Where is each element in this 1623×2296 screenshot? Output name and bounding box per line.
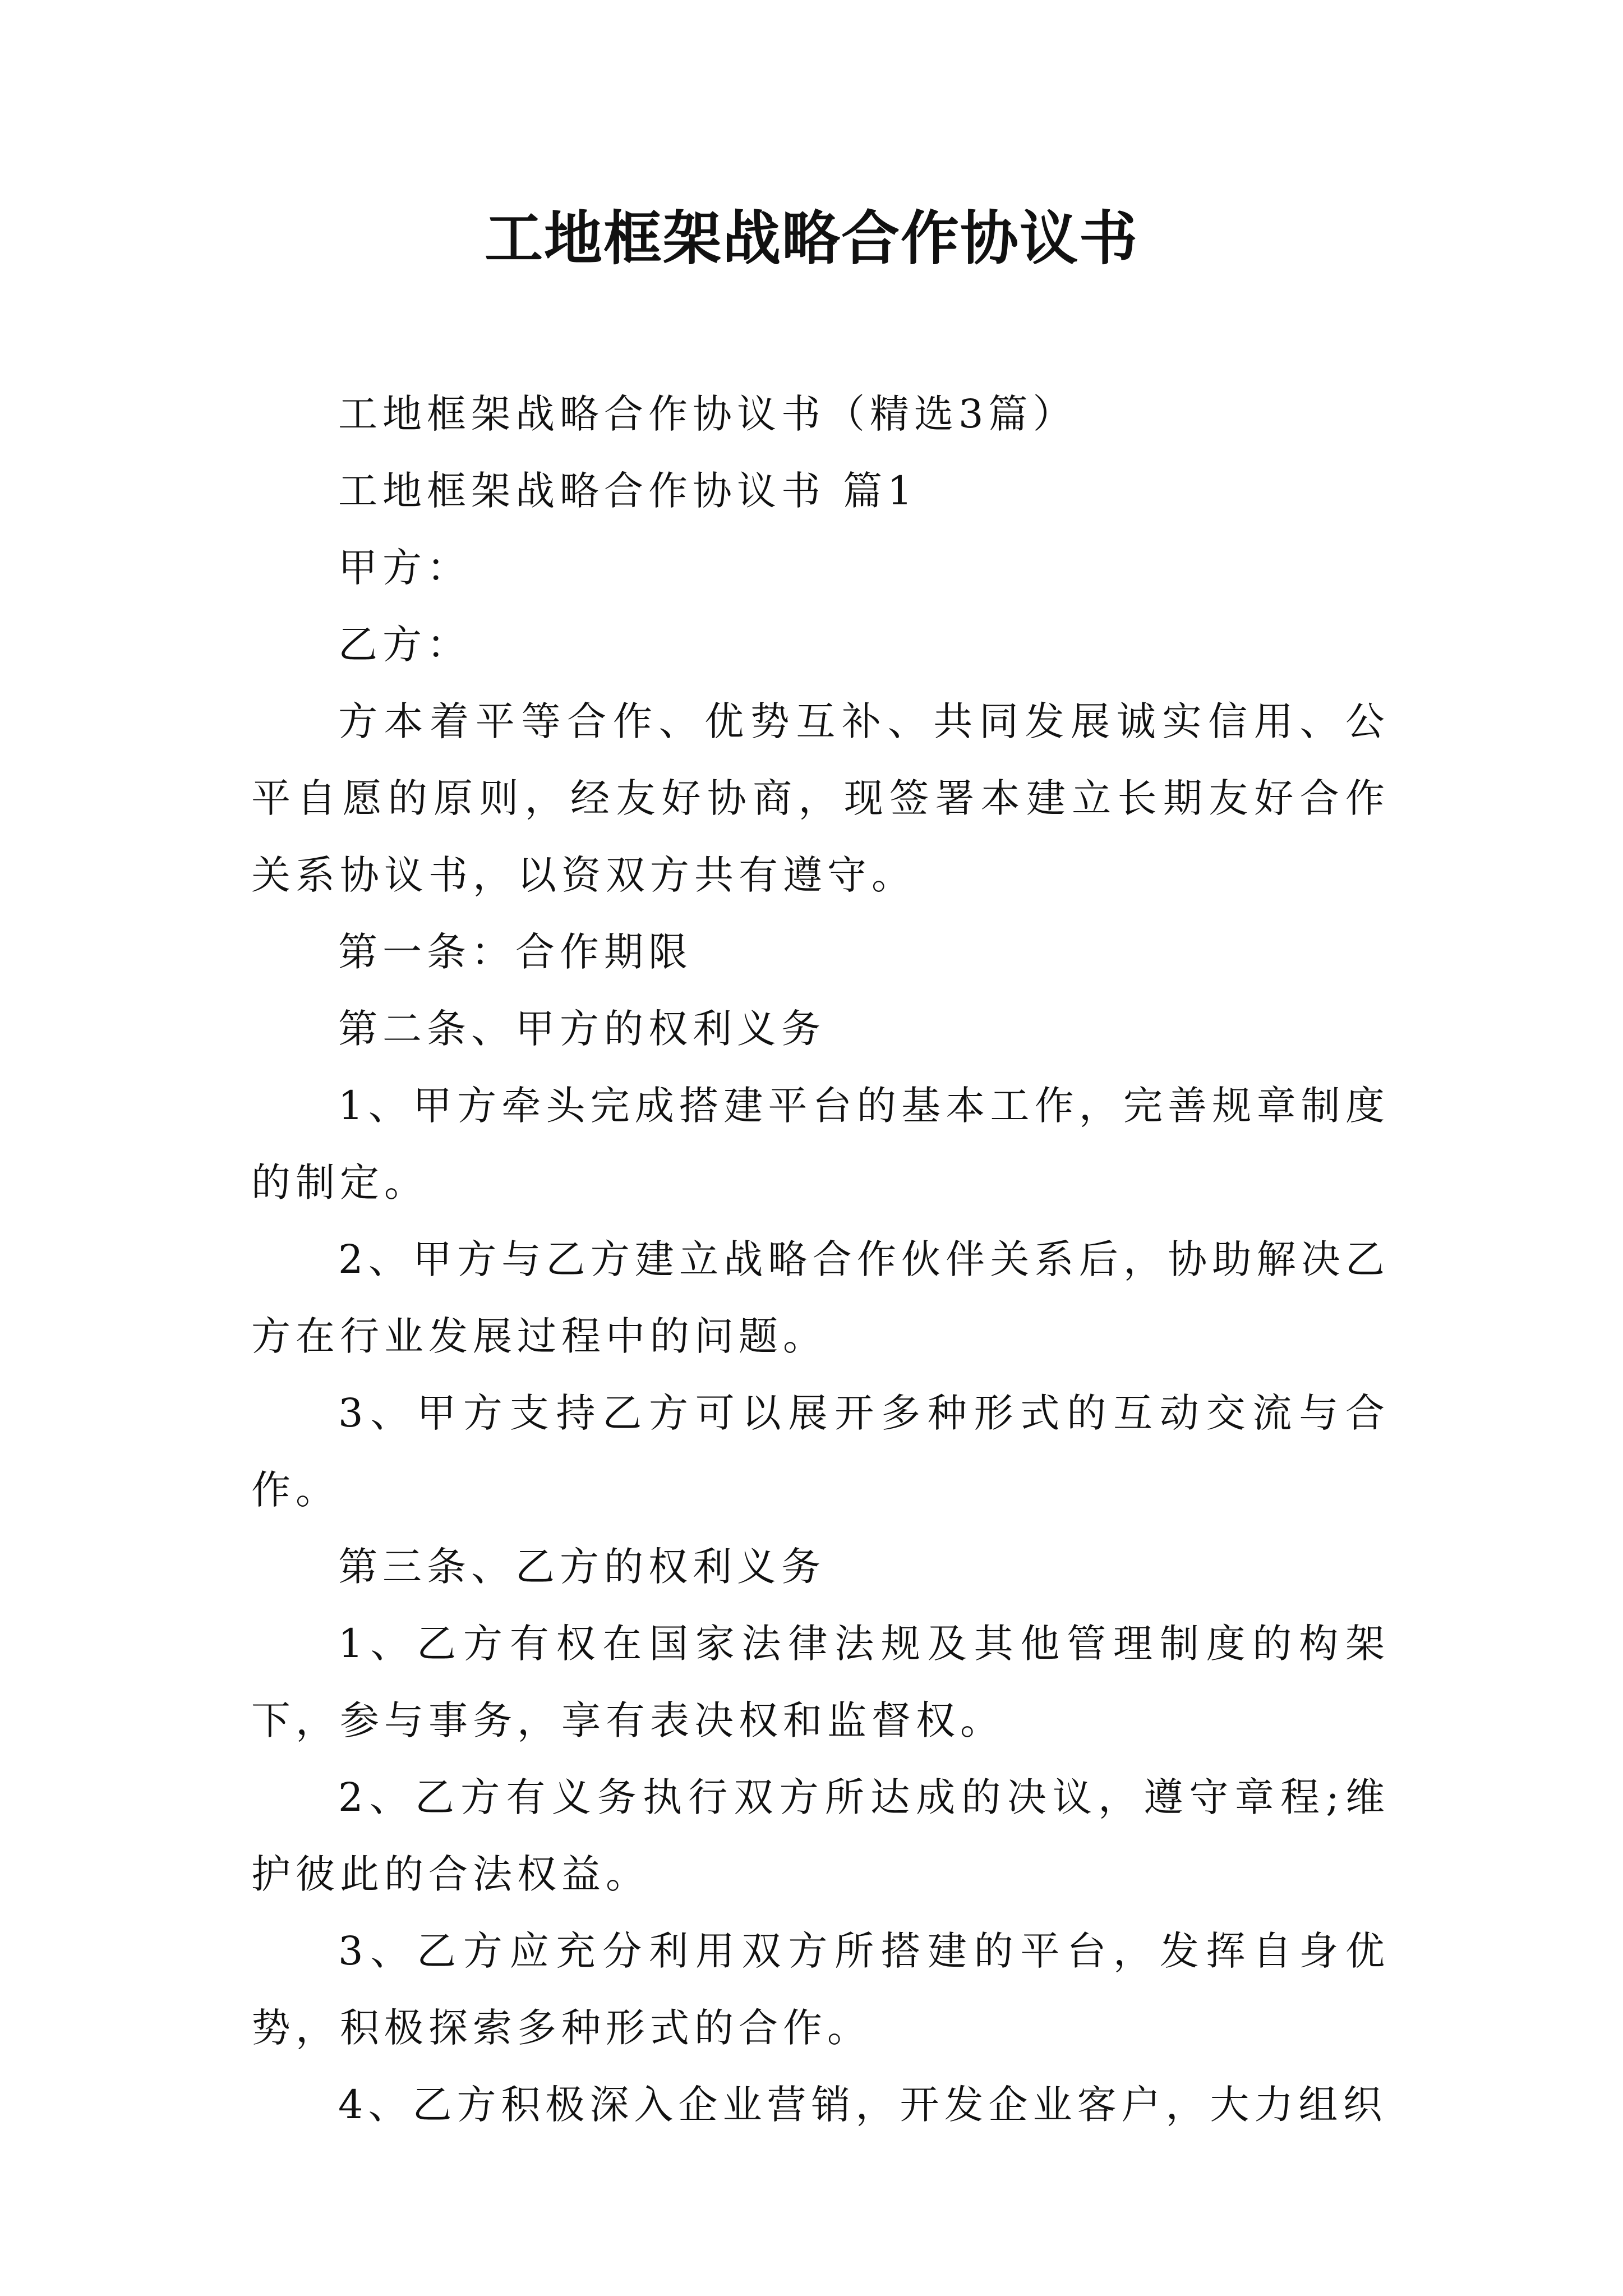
paragraph-article-3-item-4: 4、乙方积极深入企业营销，开发企业客户，大力组织	[338, 2082, 1387, 2128]
paragraph-party-b: 乙方：	[338, 622, 471, 668]
paragraph-article-3-item-2: 2、乙方有义务执行双方所达成的决议，遵守章程;维护彼此的合法权益。	[251, 1774, 1390, 1897]
paragraph-part-heading: 工地框架战略合作协议书 篇1	[338, 468, 917, 514]
paragraph-article-2-item-2: 2、甲方与乙方建立战略合作伙伴关系后，协助解决乙方在行业发展过程中的问题。	[251, 1236, 1390, 1359]
paragraph-article-3: 第三条、乙方的权利义务	[338, 1544, 826, 1590]
paragraph-article-2-item-3: 3、甲方支持乙方可以展开多种形式的互动交流与合作。	[251, 1390, 1390, 1513]
paragraph-article-3-item-1: 1、乙方有权在国家法律法规及其他管理制度的构架下，参与事务，享有表决权和监督权。	[251, 1621, 1390, 1743]
paragraph-article-1: 第一条：合作期限	[338, 929, 693, 975]
document-title: 工地框架战略合作协议书	[484, 204, 1138, 273]
document-body	[251, 376, 1390, 2143]
paragraph-party-a: 甲方：	[338, 545, 471, 591]
paragraph-article-3-item-3: 3、乙方应充分利用双方所搭建的平台，发挥自身优势，积极探索多种形式的合作。	[251, 1928, 1390, 2051]
paragraph-article-2-item-1: 1、甲方牵头完成搭建平台的基本工作，完善规章制度的制定。	[251, 1083, 1390, 1205]
paragraph-preamble: 方本着平等合作、优势互补、共同发展诚实信用、公平自愿的原则，经友好协商，现签署本建立长期友好合作关系协议书，以资双方共有遵守。	[251, 698, 1390, 898]
paragraph-article-2: 第二条、甲方的权利义务	[338, 1006, 826, 1052]
paragraph-subtitle: 工地框架战略合作协议书（精选3篇）	[338, 391, 1077, 437]
